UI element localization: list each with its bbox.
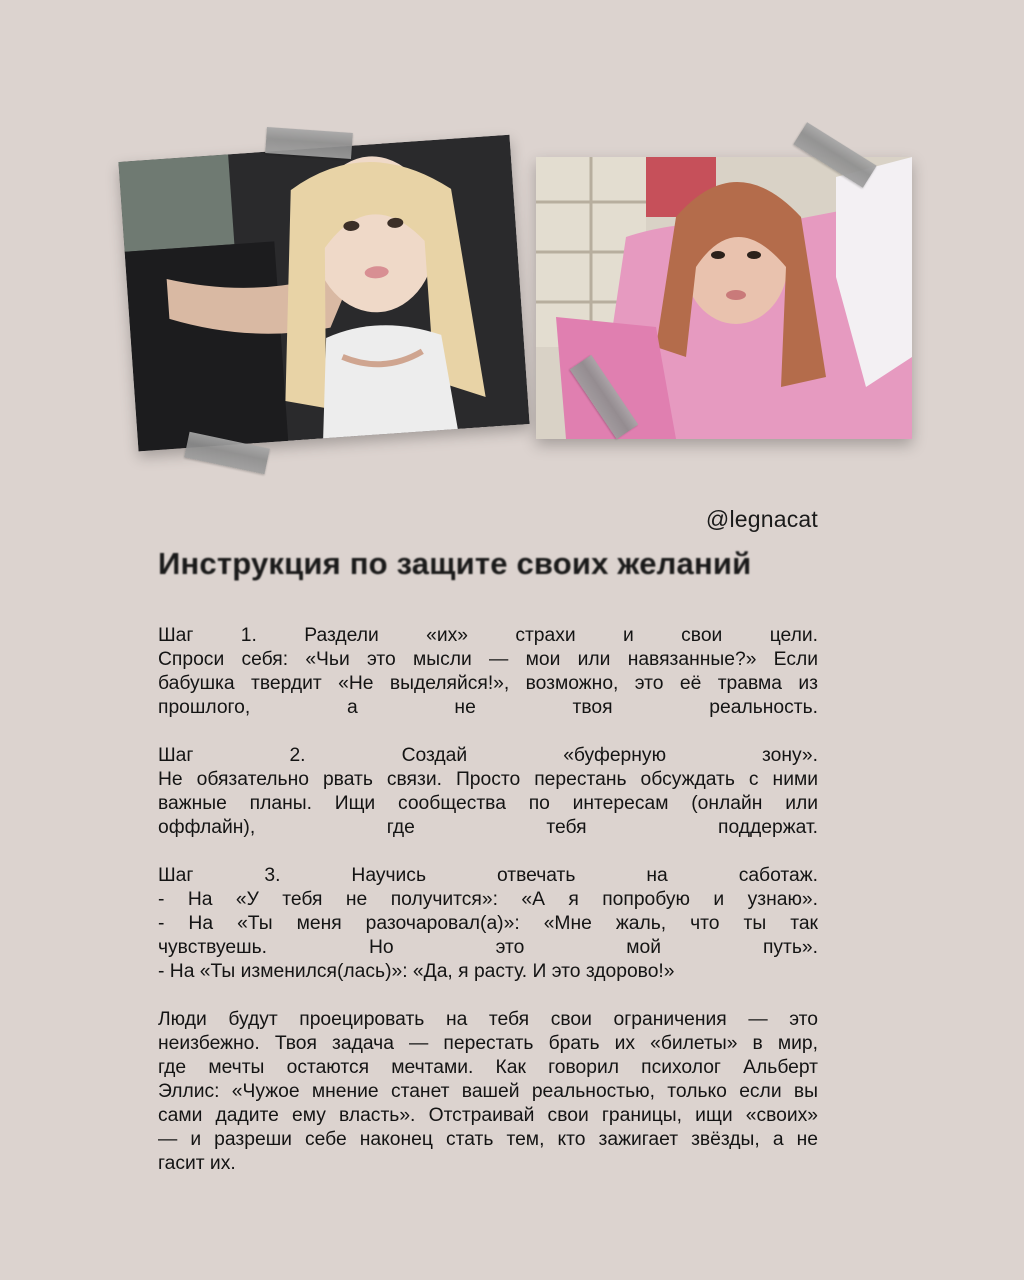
text-line: Эллис: «Чужое мнение станет вашей реальностью, только если вы [158,1081,818,1102]
text-line: где мечты остаются мечтами. Как говорил психолог Альберт [158,1057,818,1078]
photo-blonde-selfie [118,135,529,452]
text-line: Не обязательно рвать связи. Просто перестань обсуждать с ними [158,769,818,790]
text-line: неизбежно. Твоя задача — перестать брать их «билеты» в мир, [158,1033,818,1054]
article-body [158,624,818,1176]
text-line: оффлайн), где тебя поддержат. [158,817,818,838]
text-line: Люди будут проецировать на тебя свои ограничения — это [158,1009,818,1030]
text-line: — и разреши себе наконец стать тем, кто зажигает звёзды, а не [158,1129,818,1150]
text-line: гасит их. [158,1153,236,1174]
photo-1-image [118,135,529,452]
text-line: - На «Ты меня разочаровал(а)»: «Мне жаль, что ты так [158,913,818,934]
author-handle: @legnacat [705,506,818,532]
text-line: - На «Ты изменился(лась)»: «Да, я расту. И это здорово!» [158,961,675,982]
text-line: Шаг 3. Научись отвечать на саботаж. [158,865,818,886]
text-line: - На «У тебя не получится»: «А я попробую и узнаю». [158,889,818,910]
step-3-paragraph [158,864,818,984]
text-line: важные планы. Ищи сообщества по интересам (онлайн или [158,793,818,814]
text-line: сами дадите ему власть». Отстраивай свои границы, ищи «своих» [158,1105,818,1126]
text-line: прошлого, а не твоя реальность. [158,697,818,718]
text-line: Спроси себя: «Чьи это мысли — мои или навязанные?» Если [158,649,818,670]
text-line: бабушка твердит «Не выделяйся!», возможно, это её травма из [158,673,818,694]
text-line: Шаг 1. Раздели «их» страхи и свои цели. [158,625,818,646]
text-line: Шаг 2. Создай «буферную зону». [158,745,818,766]
text-line: чувствуешь. Но это мой путь». [158,937,818,958]
conclusion-paragraph [158,1008,818,1176]
step-2-paragraph [158,744,818,840]
page-title: Инструкция по защите своих желаний [158,546,752,581]
step-1-paragraph [158,624,818,720]
